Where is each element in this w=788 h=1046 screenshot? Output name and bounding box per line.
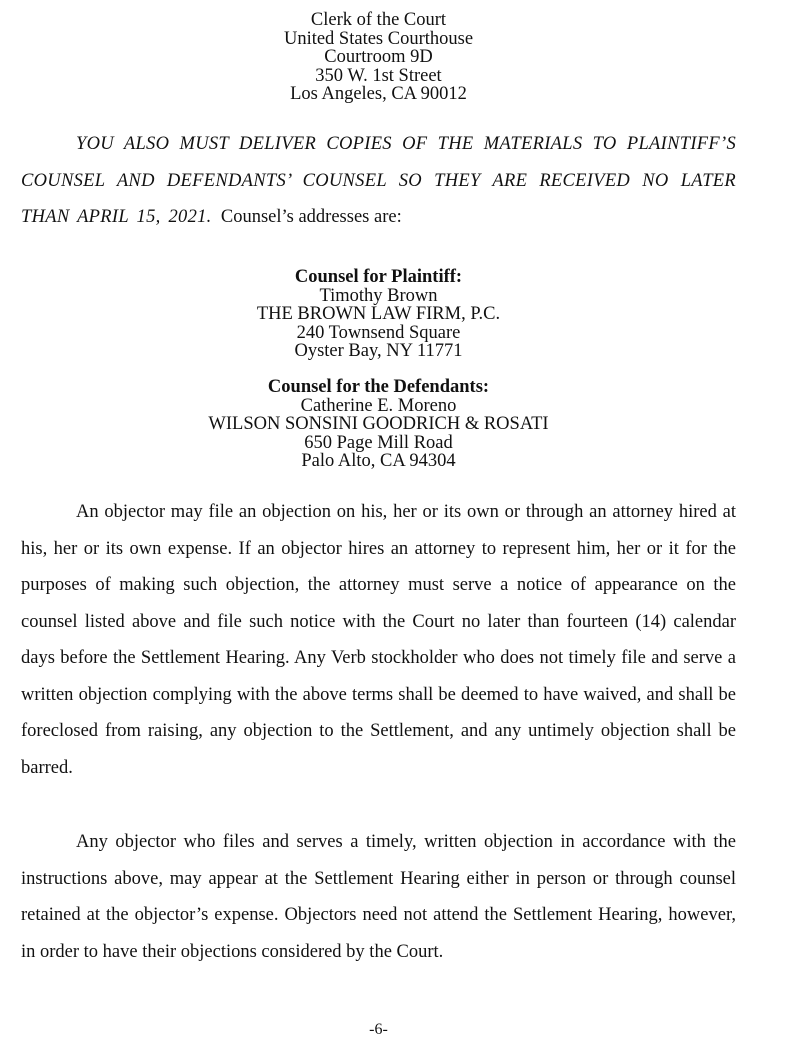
plaintiff-counsel-address [21, 268, 736, 361]
clerk-address [21, 11, 736, 104]
objection-filing-paragraph: An objector may file an objection on his, her or its own or through an attorney hired at his, her or its own expense. If an objector hires an attorney to represent him, her or it for the purposes of making such objection, the attorney must serve a notice of appearance on the counsel listed above and file such notice with the Court no later than fourteen (14) calendar days before the Settlement Hearing. Any Verb stockholder who does not timely file and serve a written objection complying with the above terms shall be deemed to have waived, and shall be foreclosed from raising, any objection to the Settlement, and any untimely objection shall be barred. [21, 502, 736, 778]
defendants-counsel-line: Palo Alto, CA 94304 [301, 451, 456, 471]
plaintiff-counsel-line: Timothy Brown [319, 285, 438, 306]
plaintiff-counsel-line: Oyster Bay, NY 11771 [294, 341, 463, 361]
clerk-address-line: Clerk of the Court [310, 10, 447, 30]
defendants-counsel-line: 650 Page Mill Road [304, 432, 453, 453]
defendants-counsel-line: Catherine E. Moreno [300, 395, 457, 416]
clerk-address-line: United States Courthouse [283, 28, 474, 49]
plaintiff-counsel-heading: Counsel for Plaintiff: [294, 267, 463, 287]
clerk-address-line: 350 W. 1st Street [315, 65, 442, 86]
defendants-counsel-address [21, 378, 736, 471]
delivery-instruction-paragraph [21, 126, 736, 236]
page-number: -6- [369, 1021, 388, 1038]
plaintiff-counsel-line: 240 Townsend Square [296, 322, 461, 343]
clerk-address-line: Courtroom 9D [324, 47, 433, 67]
defendants-counsel-heading: Counsel for the Defendants: [267, 377, 490, 397]
delivery-deadline-text: YOU ALSO MUST DELIVER COPIES OF THE MATERIALS TO PLAINTIFF’S COUNSEL AND DEFENDANTS’ COUNSEL SO THEY ARE RECEIVED NO LATER THAN APRIL 15, 2021. [21, 134, 736, 227]
counsel-addresses-intro: Counsel’s addresses are: [220, 207, 402, 227]
clerk-address-line: Los Angeles, CA 90012 [290, 84, 467, 104]
objector-appearance-paragraph: Any objector who files and serves a timely, written objection in accordance with the instructions above, may appear at the Settlement Hearing either in person or through counsel retained at the objector’s expense. Objectors need not attend the Settlement Hearing, however, in order to have their objections considered by the Court. [21, 832, 736, 962]
plaintiff-counsel-line: THE BROWN LAW FIRM, P.C. [256, 304, 501, 324]
defendants-counsel-line: WILSON SONSINI GOODRICH & ROSATI [208, 414, 549, 434]
